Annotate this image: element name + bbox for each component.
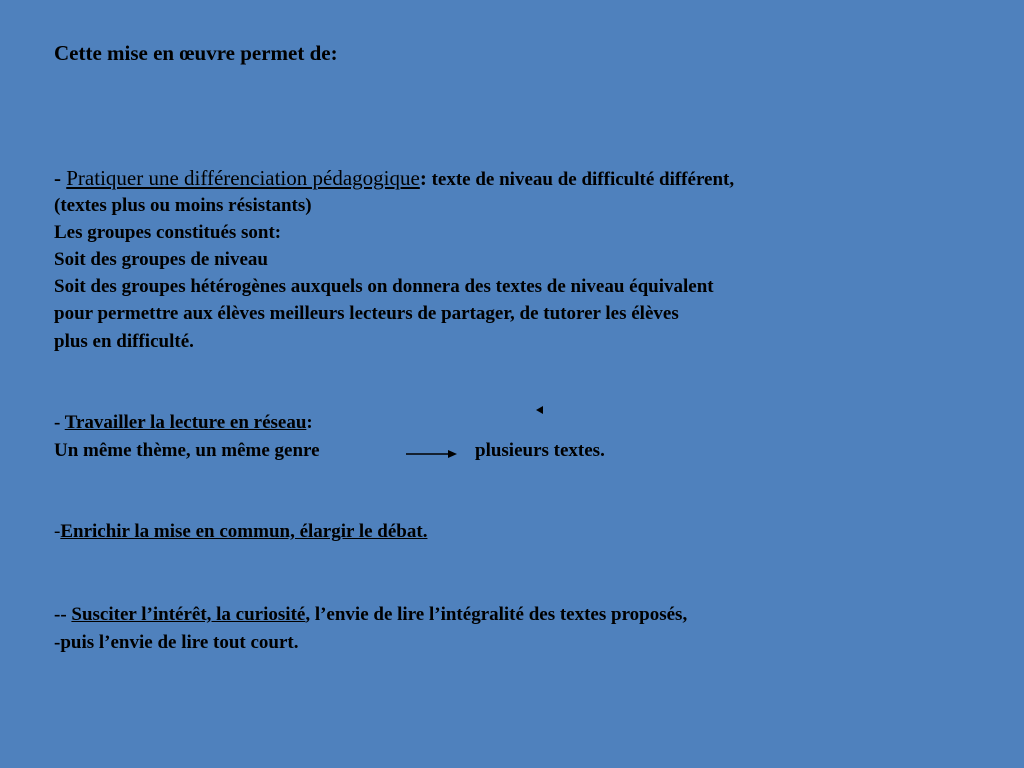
slide-title	[54, 40, 338, 66]
small-triangle-icon	[535, 405, 545, 415]
section3-dash: -	[54, 521, 61, 542]
section4-line2: -puis l’envie de lire tout court.	[54, 632, 299, 653]
section3-line	[54, 519, 427, 545]
section4-dash: --	[54, 604, 67, 625]
section4-rest: , l’envie de lire l’intégralité des textes proposés,	[305, 604, 688, 625]
section1-first-line	[54, 165, 734, 193]
section1-line	[54, 193, 312, 219]
section2-dash: -	[54, 412, 65, 433]
right-arrow-icon	[406, 447, 458, 461]
section1-line-text: pour permettre aux élèves meilleurs lecteurs de partager, de tutorer les élèves	[54, 303, 679, 324]
section1-line	[54, 329, 194, 355]
section1-line-text: Soit des groupes de niveau	[54, 249, 268, 270]
section4-first-line	[54, 602, 687, 628]
section2-colon: :	[306, 412, 313, 433]
section2-right-text-span: plusieurs textes.	[475, 440, 605, 461]
section1-line-text: Soit des groupes hétérogènes auxquels on donnera des textes de niveau équivalent	[54, 276, 714, 297]
section1-intro: texte de niveau de difficulté différent,	[426, 169, 735, 190]
section1-line	[54, 220, 281, 246]
section2-left-text	[54, 438, 320, 464]
section2-left-text-span: Un même thème, un même genre	[54, 440, 320, 461]
section2-heading-line	[54, 410, 313, 436]
slide-title-text: Cette mise en œuvre permet de:	[54, 41, 338, 65]
section1-line-text: Les groupes constitués sont:	[54, 222, 282, 243]
section3-heading: Enrichir la mise en commun, élargir le débat.	[60, 521, 428, 542]
section1-line-text: plus en difficulté.	[54, 331, 194, 352]
section1-line	[54, 247, 268, 273]
section2-heading: Travailler la lecture en réseau	[64, 412, 307, 433]
section4-heading: Susciter l’intérêt, la curiosité	[71, 604, 306, 625]
section1-line	[54, 274, 714, 300]
section1-line	[54, 301, 679, 327]
section2-right-text	[475, 438, 605, 464]
section1-line-text: (textes plus ou moins résistants)	[54, 195, 312, 216]
section4-second-line	[54, 630, 299, 656]
section1-heading: Pratiquer une différenciation pédagogique	[66, 166, 420, 190]
section1-dash: -	[54, 166, 67, 190]
section1-colon: :	[419, 166, 427, 190]
